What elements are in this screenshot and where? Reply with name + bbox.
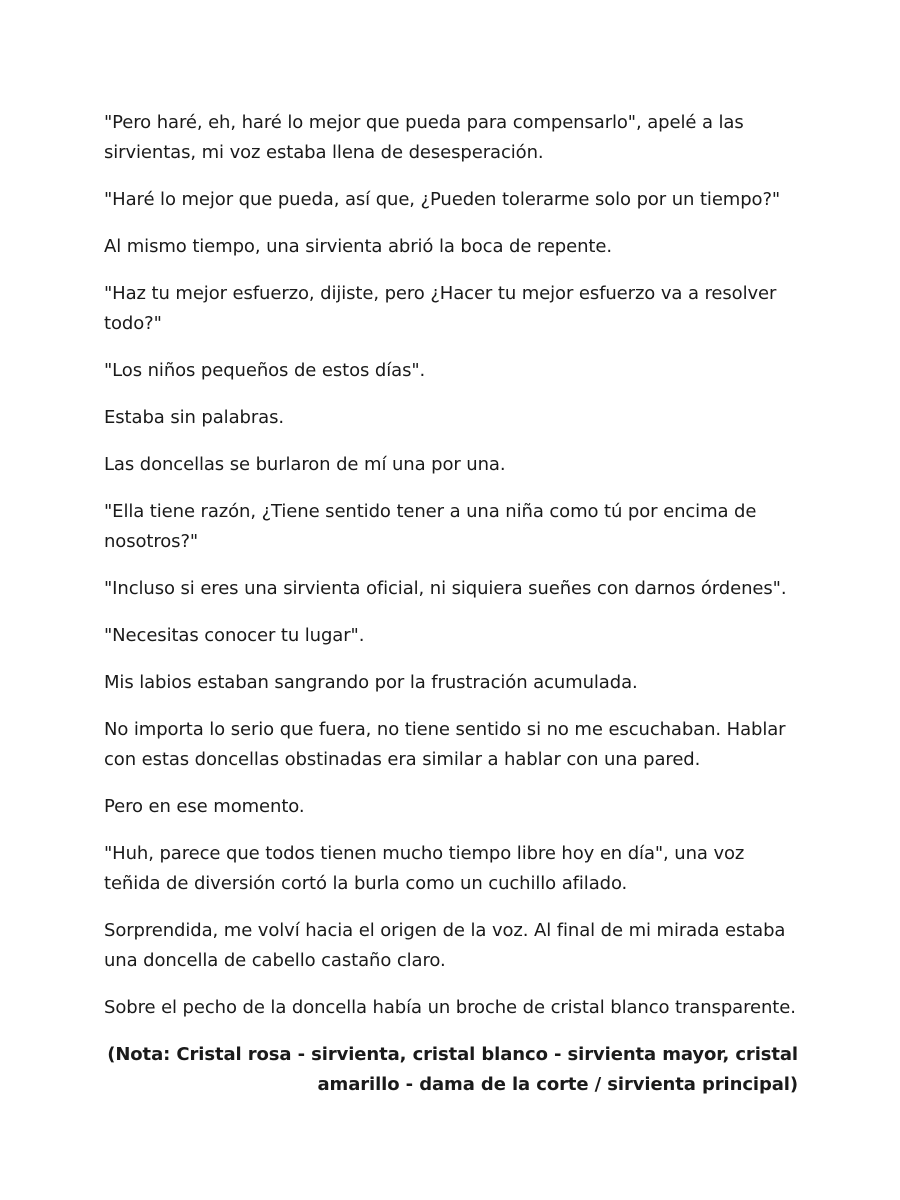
paragraph: Estaba sin palabras. [104, 407, 284, 428]
paragraph: No importa lo serio que fuera, no tiene sentido si no me escuchaban. Hablar con estas doncellas obstinadas era similar a hablar con una pared. [104, 719, 786, 770]
paragraph: Sobre el pecho de la doncella había un broche de cristal blanco transparente. [104, 997, 796, 1018]
paragraph: "Ella tiene razón, ¿Tiene sentido tener a una niña como tú por encima de nosotros?" [104, 501, 757, 552]
translator-note: (Nota: Cristal rosa - sirvienta, cristal blanco - sirvienta mayor, cristal amarillo - dama de la corte / sirvienta principal) [107, 1044, 798, 1095]
paragraph: "Huh, parece que todos tienen mucho tiempo libre hoy en día", una voz teñida de diversión cortó la burla como un cuchillo afilado. [104, 843, 745, 894]
paragraph: "Haz tu mejor esfuerzo, dijiste, pero ¿Hacer tu mejor esfuerzo va a resolver todo?" [104, 283, 777, 334]
paragraph: Mis labios estaban sangrando por la frustración acumulada. [104, 672, 638, 693]
paragraph: "Necesitas conocer tu lugar". [104, 625, 365, 646]
paragraph: "Los niños pequeños de estos días". [104, 360, 426, 381]
paragraph: "Pero haré, eh, haré lo mejor que pueda para compensarlo", apelé a las sirvientas, mi voz estaba llena de desesperación. [104, 112, 744, 163]
paragraph: Sorprendida, me volví hacia el origen de la voz. Al final de mi mirada estaba una doncella de cabello castaño claro. [104, 920, 786, 971]
paragraph: "Incluso si eres una sirvienta oficial, ni siquiera sueñes con darnos órdenes". [104, 578, 787, 599]
paragraph: Las doncellas se burlaron de mí una por una. [104, 454, 506, 475]
paragraph: Al mismo tiempo, una sirvienta abrió la boca de repente. [104, 236, 612, 257]
paragraph: Pero en ese momento. [104, 796, 305, 817]
paragraph: "Haré lo mejor que pueda, así que, ¿Pueden tolerarme solo por un tiempo?" [104, 189, 781, 210]
document-body [104, 108, 798, 1100]
